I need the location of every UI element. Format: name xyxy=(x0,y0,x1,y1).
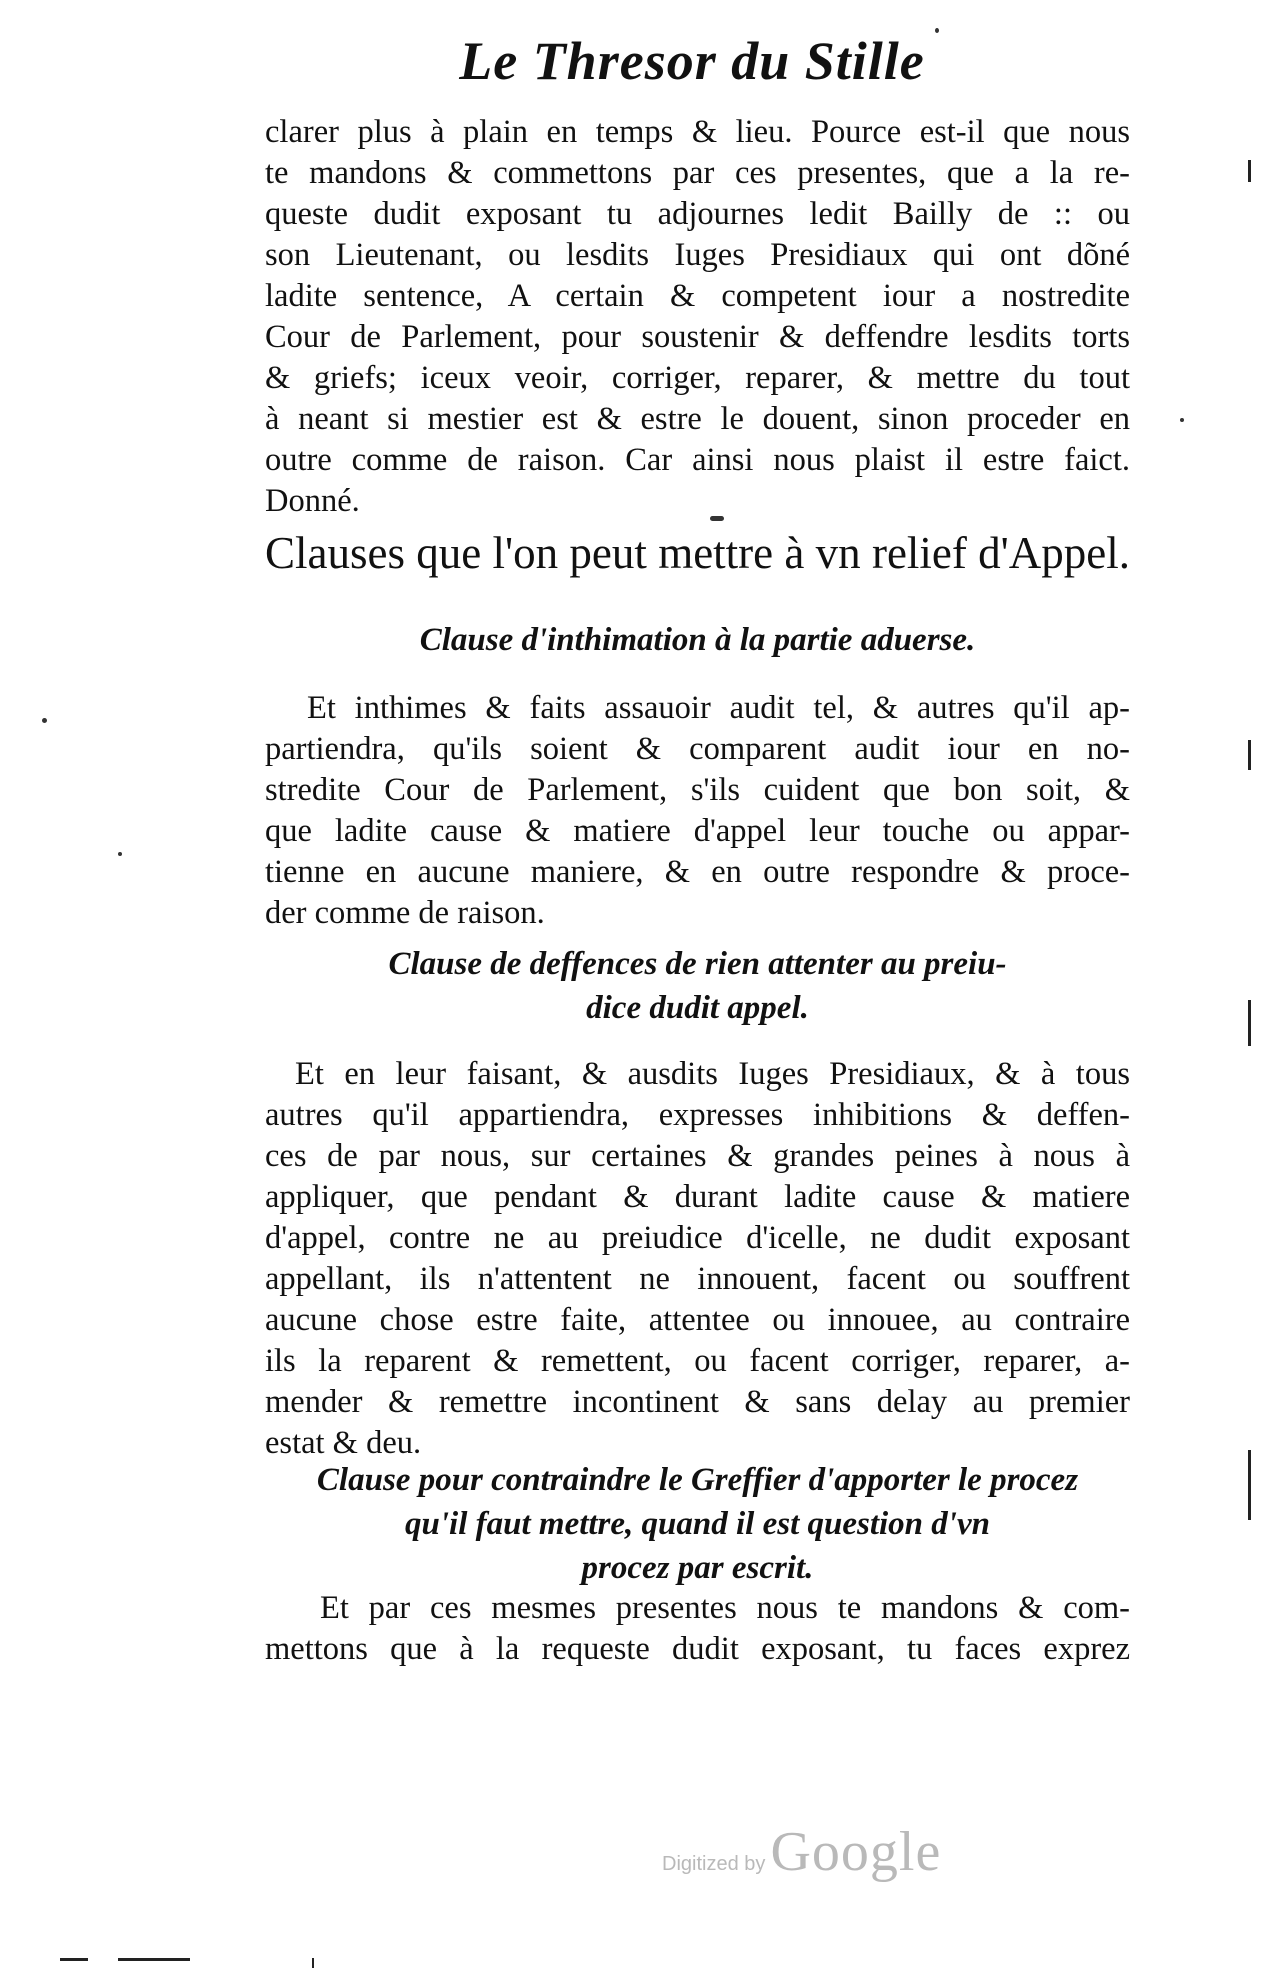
google-logo: Google xyxy=(770,1821,942,1883)
running-head: Le Thresor du Stille xyxy=(459,31,925,91)
text-line: Et par ces mesmes presentes nous te mandons & com- xyxy=(320,1590,1130,1626)
scan-speck xyxy=(710,516,724,521)
clause-heading-line: Clause de deffences de rien attenter au preiu- xyxy=(388,946,1007,982)
text-line: que ladite cause & matiere d'appel leur touche ou appar- xyxy=(265,813,1130,849)
clause-2-heading xyxy=(265,942,1130,1030)
edge-mark xyxy=(118,1958,190,1961)
text-line: der comme de raison. xyxy=(265,895,545,931)
clause-heading-line: Clause d'inthimation à la partie aduerse. xyxy=(419,622,976,658)
text-line: mender & remettre incontinent & sans delay au premier xyxy=(265,1384,1130,1420)
text-line: Et inthimes & faits assauoir audit tel, & autres qu'il ap- xyxy=(307,690,1130,726)
text-line: appellant, ils n'attentent ne innouent, facent ou souffrent xyxy=(265,1261,1130,1297)
text-line: mettons que à la requeste dudit exposant, tu faces exprez xyxy=(265,1631,1130,1667)
edge-mark xyxy=(1248,1000,1251,1046)
text-line: ils la reparent & remettent, ou facent corriger, reparer, a- xyxy=(265,1343,1130,1379)
clause-heading-line: Clause pour contraindre le Greffier d'apporter le procez xyxy=(316,1462,1079,1498)
clause-1-heading xyxy=(265,618,1130,662)
text-line: & griefs; iceux veoir, corriger, reparer, & mettre du tout xyxy=(265,360,1130,396)
edge-mark xyxy=(1248,1450,1251,1520)
edge-mark xyxy=(60,1958,88,1961)
text-line: autres qu'il appartiendra, expresses inhibitions & deffen- xyxy=(265,1097,1130,1133)
scan-speck xyxy=(118,852,122,856)
text-line: à neant si mestier est & estre le douent, sinon proceder en xyxy=(265,401,1130,437)
clause-3-text xyxy=(265,1588,1130,1670)
text-line: ces de par nous, sur certaines & grandes peines à nous à xyxy=(265,1138,1130,1174)
clause-3-heading xyxy=(265,1458,1130,1590)
section-heading: Clauses que l'on peut mettre à vn relief d'Appel. xyxy=(265,528,1130,578)
watermark-prefix: Digitized by xyxy=(662,1853,766,1875)
text-line: te mandons & commettons par ces presentes, que a la re- xyxy=(265,155,1130,191)
text-line: queste dudit exposant tu adjournes ledit Bailly de :: ou xyxy=(265,196,1130,232)
text-line: Donné. xyxy=(265,483,360,519)
text-line: ladite sentence, A certain & competent iour a nostredite xyxy=(265,278,1130,314)
edge-mark xyxy=(312,1958,314,1968)
clause-heading-line: procez par escrit. xyxy=(581,1550,814,1586)
paragraph-1 xyxy=(265,112,1130,522)
scan-speck xyxy=(1180,418,1184,422)
text-line: tienne en aucune maniere, & en outre respondre & proce- xyxy=(265,854,1130,890)
text-line: partiendra, qu'ils soient & comparent audit iour en no- xyxy=(265,731,1130,767)
text-line: Et en leur faisant, & ausdits Iuges Presidiaux, & à tous xyxy=(295,1056,1130,1092)
clause-heading-line: dice dudit appel. xyxy=(586,990,809,1026)
text-line: son Lieutenant, ou lesdits Iuges Presidiaux qui ont dõné xyxy=(265,237,1130,273)
text-line: clarer plus à plain en temps & lieu. Pource est-il que nous xyxy=(265,114,1130,150)
text-line: Cour de Parlement, pour soustenir & deffendre lesdits torts xyxy=(265,319,1130,355)
text-line: outre comme de raison. Car ainsi nous plaist il estre faict. xyxy=(265,442,1130,478)
text-line: d'appel, contre ne au preiudice d'icelle, ne dudit exposant xyxy=(265,1220,1130,1256)
edge-mark xyxy=(1248,160,1251,182)
edge-mark xyxy=(1248,740,1251,770)
text-line: stredite Cour de Parlement, s'ils cuident que bon soit, & xyxy=(265,772,1130,808)
digitized-by-google-watermark xyxy=(662,1820,941,1884)
scan-speck xyxy=(42,718,47,723)
clause-heading-line: qu'il faut mettre, quand il est question d'vn xyxy=(405,1506,990,1542)
scan-speck xyxy=(935,28,939,33)
clause-1-text xyxy=(265,688,1130,934)
text-line: aucune chose estre faite, attentee ou innouee, au contraire xyxy=(265,1302,1130,1338)
text-line: estat & deu. xyxy=(265,1425,422,1461)
clause-2-text xyxy=(265,1054,1130,1464)
text-line: appliquer, que pendant & durant ladite cause & matiere xyxy=(265,1179,1130,1215)
